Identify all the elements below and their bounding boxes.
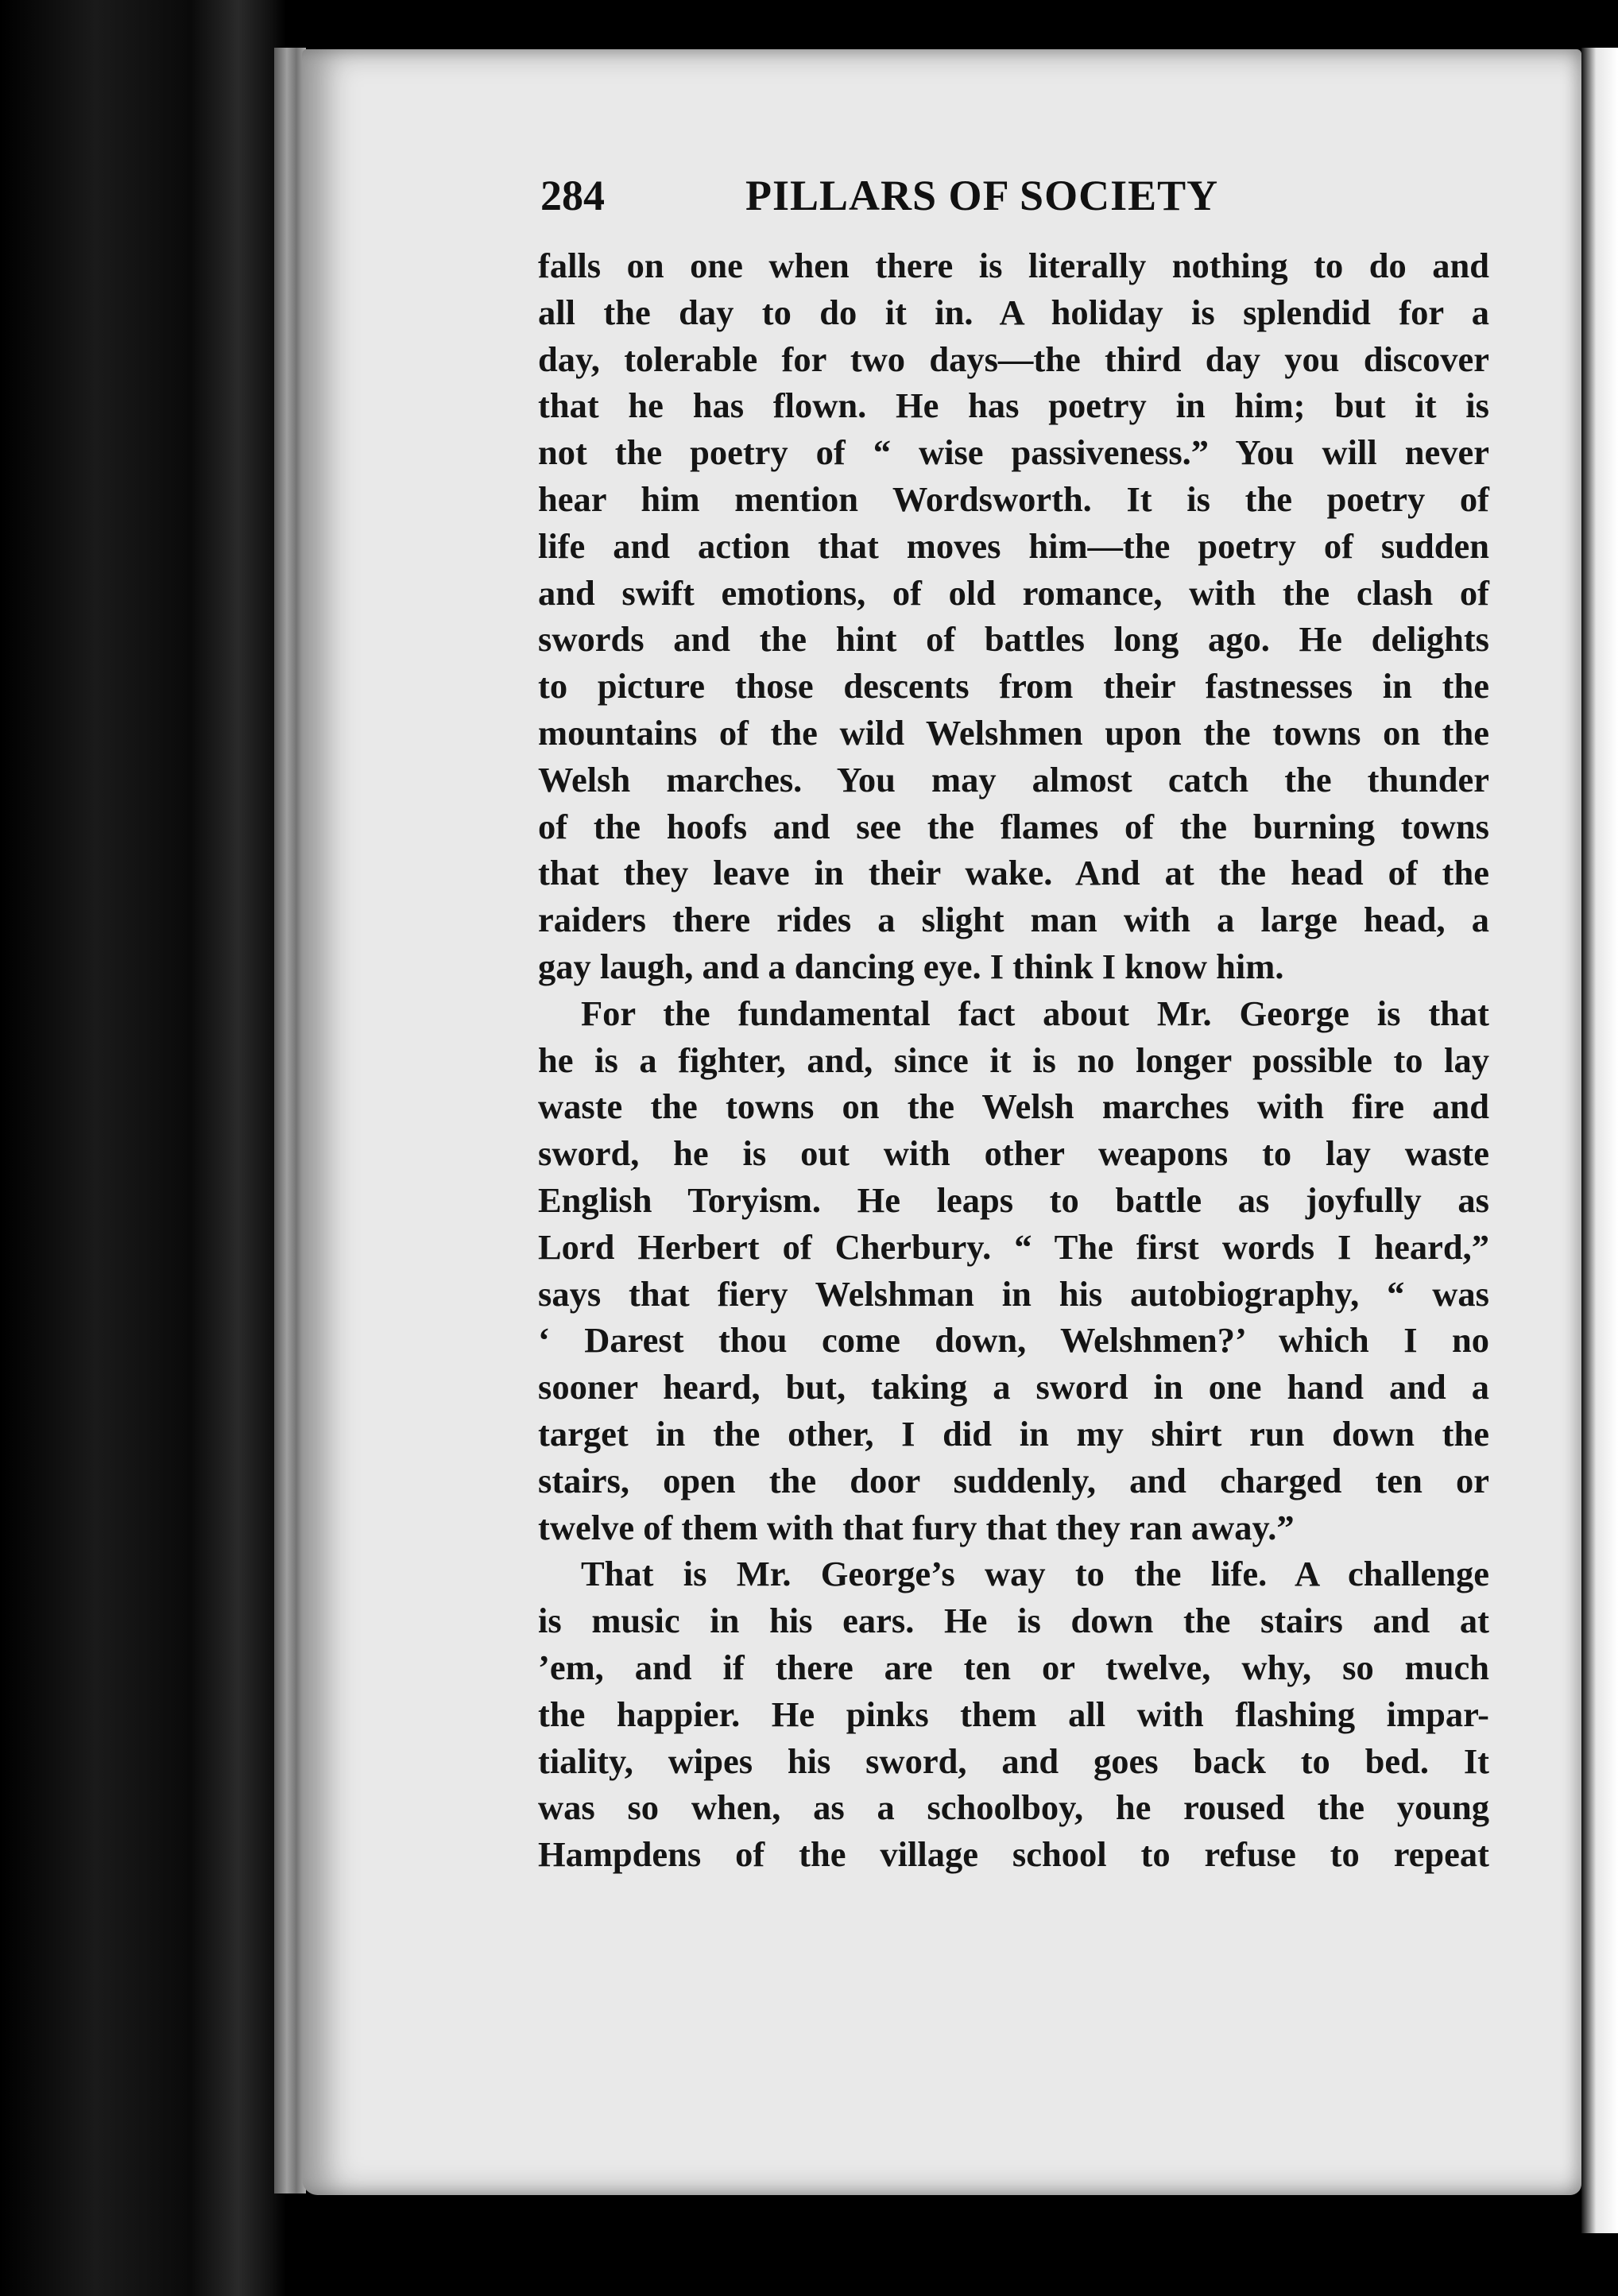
page-body-text [538, 242, 1489, 1878]
text-line: ‘ Darest thou come down, Welshmen?’ which I no [538, 1320, 1489, 1361]
text-line: is music in his ears. He is down the stairs and at [538, 1601, 1489, 1641]
text-line: day, tolerable for two days—the third day you discover [538, 339, 1489, 379]
text-line: that he has flown. He has poetry in him; but it is [538, 385, 1489, 426]
running-title: PILLARS OF SOCIETY [745, 172, 1219, 219]
page-number: 284 [540, 172, 605, 219]
text-line: English Toryism. He leaps to battle as joyfully as [538, 1179, 1489, 1220]
text-line: hear him mention Wordsworth. It is the poetry of [538, 478, 1489, 519]
text-line: For the fundamental fact about Mr. George is that [581, 993, 1489, 1033]
text-line: Welsh marches. You may almost catch the thunder [538, 759, 1489, 800]
text-line: not the poetry of “ wise passiveness.” You will never [538, 432, 1489, 473]
facing-page-edge [1581, 48, 1618, 2233]
text-line: Hampdens of the village school to refuse to repeat [538, 1834, 1489, 1875]
text-line: sword, he is out with other weapons to lay waste [538, 1133, 1489, 1174]
paragraph [538, 1551, 1489, 1878]
text-line: Lord Herbert of Cherbury. “ The first words I heard,” [538, 1226, 1489, 1267]
text-line: stairs, open the door suddenly, and charged ten or [538, 1460, 1489, 1500]
text-line: swords and the hint of battles long ago. He delights [538, 619, 1489, 660]
text-line: tiality, wipes his sword, and goes back to bed. It [538, 1740, 1489, 1781]
text-line: twelve of them with that fury that they ran away.” [538, 1507, 1295, 1547]
text-line: That is Mr. George’s way to the life. A challenge [581, 1554, 1489, 1594]
text-line: gay laugh, and a dancing eye. I think I know him. [538, 946, 1284, 986]
text-line: ’em, and if there are ten or twelve, why, so much [538, 1647, 1489, 1687]
book-binding-edge [274, 48, 306, 2193]
text-line: of the hoofs and see the flames of the burning towns [538, 806, 1489, 846]
text-line: sooner heard, but, taking a sword in one hand and a [538, 1367, 1489, 1407]
text-line: life and action that moves him—the poetry of sudden [538, 525, 1489, 566]
text-line: to picture those descents from their fastnesses in the [538, 666, 1489, 707]
text-line: waste the towns on the Welsh marches with fire and [538, 1086, 1489, 1127]
text-line: mountains of the wild Welshmen upon the towns on the [538, 712, 1489, 753]
text-line: he is a fighter, and, since it is no longer possible to lay [538, 1040, 1489, 1080]
text-line: raiders there rides a slight man with a large head, a [538, 900, 1489, 940]
text-line: all the day to do it in. A holiday is splendid for a [538, 292, 1489, 332]
text-line: was so when, as a schoolboy, he roused the young [538, 1787, 1489, 1828]
text-line: target in the other, I did in my shirt run down the [538, 1413, 1489, 1454]
text-line: that they leave in their wake. And at the head of the [538, 853, 1489, 893]
running-head [540, 171, 1494, 227]
text-line: falls on one when there is literally nothing to do and [538, 246, 1489, 285]
paragraph [538, 990, 1489, 1551]
text-line: the happier. He pinks them all with flashing impar- [538, 1694, 1489, 1734]
paragraph [538, 242, 1489, 990]
text-line: says that fiery Welshman in his autobiography, “ was [538, 1273, 1489, 1314]
text-line: and swift emotions, of old romance, with the clash of [538, 572, 1489, 613]
